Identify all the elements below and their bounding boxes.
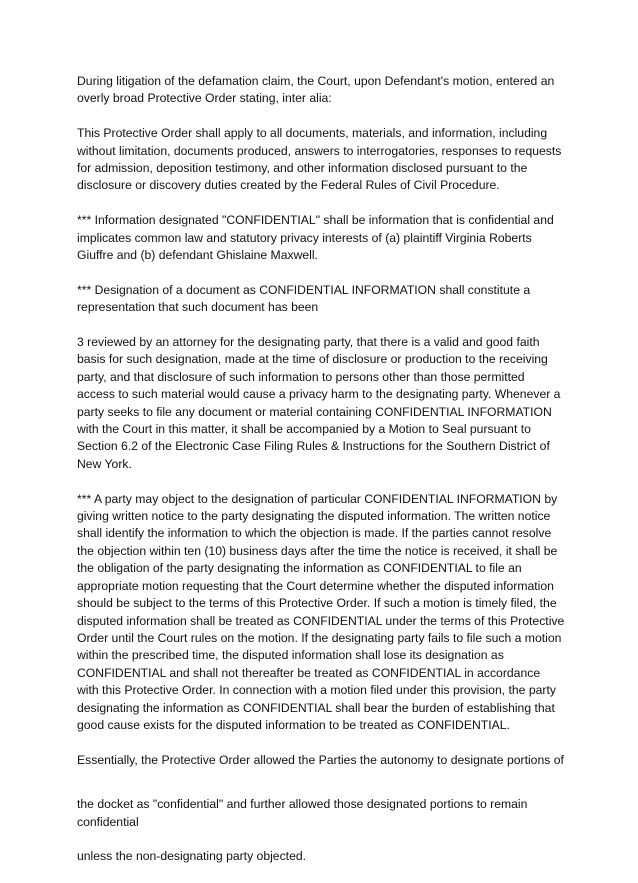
- paragraph-essentially: Essentially, the Protective Order allowed the Parties the autonomy to designate portions of: [77, 752, 564, 767]
- paragraph-scope: This Protective Order shall apply to all documents, materials, and information, including without limitation, documents produced, answers to interrogatories, responses to requests for admission, deposition testimony, and other information disclosed pursuant to the disclosure or discovery duties created by the Federal Rules of Civil Procedure.: [77, 126, 562, 193]
- paragraph-confidential-definition: *** Information designated "CONFIDENTIAL" shall be information that is confidential and implicates common law and statutory privacy interests of (a) plaintiff Virginia Roberts Giuffre and (b) defendant Ghislaine Maxwell.: [77, 213, 554, 263]
- paragraph-intro: During litigation of the defamation claim, the Court, upon Defendant's motion, entered an overly broad Protective Order stating, inter alia:: [77, 74, 555, 106]
- paragraph-unless: unless the non-designating party objected.: [77, 849, 307, 864]
- paragraph-review: 3 reviewed by an attorney for the designating party, that there is a valid and good faith basis for such designation, made at the time of disclosure or production to the receiving party, and that disclosure of such information to persons other than those permitted access to such material would cause a privacy harm to the designating party. Whenever a party seeks to file any document or material containing CONFIDENTIAL INFORMATION with the Court in this matter, it shall be accompanied by a Motion to Seal pursuant to Section 6.2 of the Electronic Case Filing Rules & Instructions for the Southern District of New York.: [77, 335, 561, 471]
- paragraph-objection: *** A party may object to the designation of particular CONFIDENTIAL INFORMATION by giving written notice to the party designating the disputed information. The written notice shall identify the information to which the objection is made. If the parties cannot resolve the objection within ten (10) business days after the time the notice is received, it shall be the obligation of the party designating the information as CONFIDENTIAL to file an appropriate motion requesting that the Court determine whether the disputed information should be subject to the terms of this Protective Order. If such a motion is timely filed, the disputed information shall be treated as CONFIDENTIAL under the terms of this Protective Order until the Court rules on the motion. If the designating party fails to file such a motion within the prescribed time, the disputed information shall lose its designation as CONFIDENTIAL and shall not thereafter be treated as CONFIDENTIAL in accordance with this Protective Order. In connection with a motion filed under this provision, the party designating the information as CONFIDENTIAL shall bear the burden of establishing that good cause exists for the disputed information to be treated as CONFIDENTIAL.: [77, 491, 565, 732]
- paragraph-designation: *** Designation of a document as CONFIDENTIAL INFORMATION shall constitute a representation that such document has been: [77, 282, 531, 315]
- paragraph-docket: the docket as "confidential" and further allowed those designated portions to remain confidential: [77, 797, 528, 829]
- document-body: [77, 73, 565, 883]
